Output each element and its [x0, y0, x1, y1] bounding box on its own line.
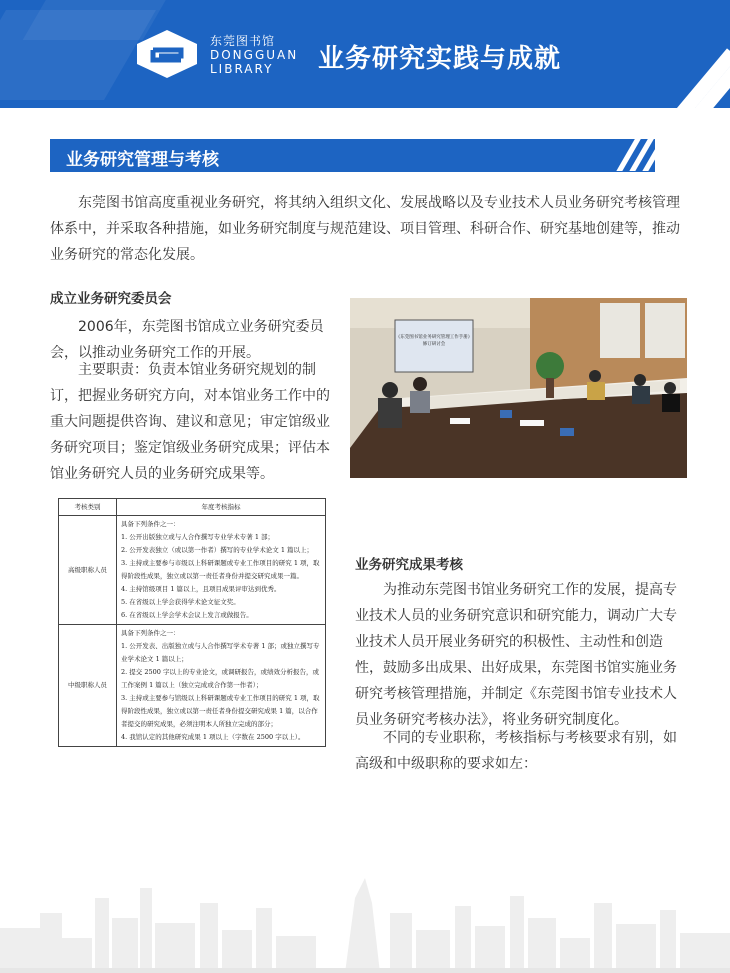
committee-heading: 成立业务研究委员会 [50, 291, 172, 307]
section-title: 业务研究管理与考核 [66, 150, 219, 170]
committee-paragraph-1: 2006年，东莞图书馆成立业务研究委员会，以推动业务研究工作的开展。 [50, 319, 324, 361]
table-row [59, 516, 326, 625]
assessment-paragraph-1: 为推动东莞图书馆业务研究工作的发展，提高专业技术人员的业务研究意识和研究能力，调动广大专业技术人员开展业务研究的积极性、主动性和创造性，鼓励多出成果、出好成果，东莞图书馆实施业务研究考核管理措施，并制定《东莞图书馆专业技术人员业务研究考核办法》，将业务研究制度化。 [355, 582, 677, 728]
committee-paragraph-2: 主要职责：负责本馆业务研究规划的制订，把握业务研究方向，对本馆业务工作中的重大问题提供咨询、建议和意见；审定馆级业务研究项目；鉴定馆级业务研究成果；评估本馆业务研究人员的业务研究成果等。 [50, 362, 330, 482]
assessment-paragraph-2: 不同的专业职称，考核指标与考核要求有别，如高级和中级职称的要求如左： [355, 730, 677, 772]
table-header-row [59, 499, 326, 516]
library-logo-icon [135, 28, 199, 80]
table-row [59, 625, 326, 747]
logo-english-name-2: LIBRARY [210, 62, 274, 76]
page-title: 业务研究实践与成就 [318, 44, 562, 74]
criteria-line: 5. 在省级以上学会获得学术论文征文奖。 [121, 598, 240, 606]
city-skyline-decoration [0, 858, 730, 973]
table-header-category: 考核类别 [59, 499, 117, 516]
screen-text: 《东莞图书馆业务研究管理工作手册》 [395, 335, 473, 340]
criteria-line: 1. 公开出版独立或与人合作撰写专业学术专著 1 部； [121, 533, 275, 541]
section-title-bar [50, 139, 655, 171]
logo-english-name: DONGGUAN [210, 48, 299, 62]
logo-chinese-name: 东莞图书馆 [210, 34, 276, 48]
table-cell-criteria [117, 625, 326, 747]
table-header-criteria: 年度考核指标 [117, 499, 326, 516]
screen-text: 修订研讨会 [422, 342, 446, 347]
criteria-line: 4. 我馆认定的其他研究成果 1 项以上（字数在 2500 字以上）。 [121, 733, 305, 741]
assessment-criteria-table [58, 498, 326, 747]
criteria-line: 具备下列条件之一： [121, 629, 180, 637]
table-cell-category: 中级职称人员 [59, 625, 117, 747]
assessment-heading: 业务研究成果考核 [355, 557, 463, 573]
meeting-photo [350, 298, 687, 478]
criteria-line: 1. 公开发表、出版独立或与人合作撰写学术专著 1 部；或独立撰写专业学术论文 1 篇以上； [121, 642, 320, 663]
criteria-line: 具备下列条件之一： [121, 520, 180, 528]
table-cell-criteria [117, 516, 326, 625]
section-underline [50, 171, 655, 172]
page-header [0, 0, 730, 108]
criteria-line: 6. 在省级以上学会学术会议上发言或做报告。 [121, 611, 253, 619]
table-cell-category: 高级职称人员 [59, 516, 117, 625]
criteria-line: 4. 主持馆级项目 1 篇以上，且项目成果评审达到优秀。 [121, 585, 281, 593]
intro-paragraph: 东莞图书馆高度重视业务研究，将其纳入组织文化、发展战略以及专业技术人员业务研究考核管理体系中，并采取各种措施，如业务研究制度与规范建设、项目管理、科研合作、研究基地创建等，推动业务研究的常态化发展。 [50, 195, 680, 263]
criteria-line: 3. 主持或主要参与市级以上科研课题或专业工作项目的研究 1 项，取得阶段性成果，独立或以第一责任者身份并提交研究成果一篇。 [121, 559, 320, 580]
criteria-line: 2. 公开发表独立（或以第一作者）撰写的专业学术论文 1 篇以上； [121, 546, 314, 554]
criteria-line: 3. 主持或主要参与馆级以上科研课题或专业工作项目的研究 1 项，取得阶段性成果，独立或以第一责任者身份提交研究成果 1 篇，以合作者提交的研究成果，必须注明本人所独立完成的部分； [121, 694, 320, 728]
criteria-line: 2. 提交 2500 字以上的专业论文，或调研报告，或绩效分析报告，或工作案例 1 篇以上（独立完成或合作第一作者）； [121, 668, 319, 689]
